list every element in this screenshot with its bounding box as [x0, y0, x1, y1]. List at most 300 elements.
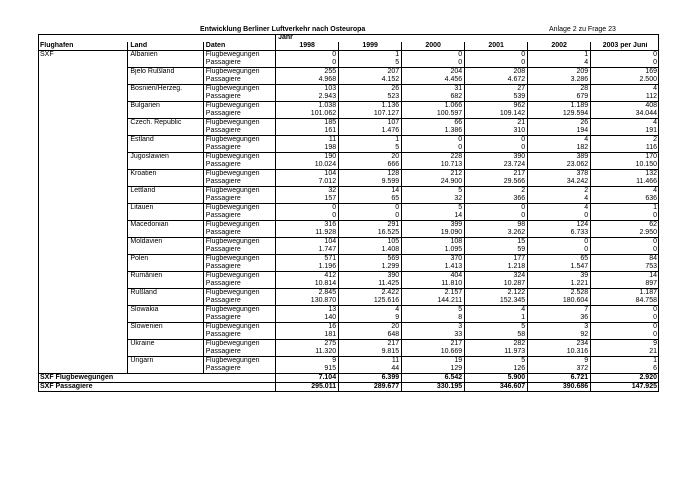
value-cell: 2.157 [402, 289, 465, 298]
table-row [38, 127, 659, 136]
value-cell: 107 [339, 119, 402, 128]
value-cell: 10.814 [276, 280, 339, 289]
value-cell: 2.122 [465, 289, 528, 298]
country-cell [128, 59, 203, 68]
value-cell: 1.066 [402, 102, 465, 111]
air-traffic-table [38, 34, 659, 392]
metric-cell: Passagiere [203, 229, 275, 238]
col-header-flughafen: Flughafen [38, 42, 128, 51]
value-cell: 191 [591, 127, 659, 136]
value-cell: 11 [339, 357, 402, 366]
table-row [38, 110, 659, 119]
value-cell: 4 [528, 59, 591, 68]
value-cell: 124 [528, 221, 591, 230]
value-cell: 34.242 [528, 178, 591, 187]
value-cell: 169 [591, 68, 659, 77]
country-cell [128, 178, 203, 187]
metric-cell: Flugbewegungen [203, 136, 275, 145]
value-cell: 378 [528, 170, 591, 179]
value-cell: 112 [591, 93, 659, 102]
value-cell: 208 [465, 68, 528, 77]
table-row [38, 229, 659, 238]
table-row [38, 280, 659, 289]
value-cell: 915 [276, 365, 339, 374]
airport-cell [38, 93, 128, 102]
value-cell: 255 [276, 68, 339, 77]
value-cell: 0 [591, 238, 659, 247]
table-row [38, 323, 659, 332]
metric-cell: Flugbewegungen [203, 221, 275, 230]
airport-cell [38, 127, 128, 136]
value-cell: 2.422 [339, 289, 402, 298]
value-cell: 44 [339, 365, 402, 374]
value-cell: 1.413 [402, 263, 465, 272]
col-header-daten: Daten [203, 42, 275, 51]
value-cell: 4 [528, 204, 591, 213]
airport-cell [38, 331, 128, 340]
value-cell: 212 [402, 170, 465, 179]
value-cell: 2.500 [591, 76, 659, 85]
country-cell: Macedonian [128, 221, 203, 230]
airport-cell [38, 246, 128, 255]
value-cell: 4.968 [276, 76, 339, 85]
metric-cell: Passagiere [203, 280, 275, 289]
table-row [38, 297, 659, 306]
value-cell: 0 [591, 314, 659, 323]
table-row [38, 306, 659, 315]
value-cell: 125.616 [339, 297, 402, 306]
country-cell: Ukraine [128, 340, 203, 349]
value-cell: 1 [339, 136, 402, 145]
table-row [38, 204, 659, 213]
value-cell: 128 [339, 170, 402, 179]
value-cell: 0 [465, 144, 528, 153]
value-cell: 1.187 [591, 289, 659, 298]
total-row [38, 383, 659, 392]
country-cell [128, 161, 203, 170]
value-cell: 4 [591, 187, 659, 196]
value-cell: 23.724 [465, 161, 528, 170]
value-cell: 36 [528, 314, 591, 323]
value-cell: 0 [591, 59, 659, 68]
metric-cell: Passagiere [203, 246, 275, 255]
value-cell: 104 [276, 170, 339, 179]
value-cell: 10.713 [402, 161, 465, 170]
value-cell: 33 [402, 331, 465, 340]
value-cell: 5 [465, 323, 528, 332]
table-row [38, 59, 659, 68]
value-cell: 1.476 [339, 127, 402, 136]
country-cell: Czech. Republic [128, 119, 203, 128]
value-cell: 9.599 [339, 178, 402, 187]
country-cell: Kroatien [128, 170, 203, 179]
value-cell: 177 [465, 255, 528, 264]
value-cell: 0 [591, 51, 659, 60]
value-cell: 0 [591, 306, 659, 315]
value-cell: 3.286 [528, 76, 591, 85]
metric-cell: Passagiere [203, 110, 275, 119]
value-cell: 11.466 [591, 178, 659, 187]
value-cell: 9.815 [339, 348, 402, 357]
airport-cell [38, 212, 128, 221]
value-cell: 389 [528, 153, 591, 162]
value-cell: 372 [528, 365, 591, 374]
country-cell: Slowakia [128, 306, 203, 315]
table-row [38, 144, 659, 153]
table-row [38, 68, 659, 77]
value-cell: 152.345 [465, 297, 528, 306]
value-cell: 32 [276, 187, 339, 196]
value-cell: 39 [528, 272, 591, 281]
airport-cell [38, 306, 128, 315]
value-cell: 144.211 [402, 297, 465, 306]
table-row [38, 246, 659, 255]
value-cell: 310 [465, 127, 528, 136]
value-cell: 28 [528, 85, 591, 94]
total-value-cell: 346.607 [465, 383, 528, 392]
metric-cell: Passagiere [203, 331, 275, 340]
value-cell: 1.547 [528, 263, 591, 272]
value-cell: 0 [276, 204, 339, 213]
table-row [38, 76, 659, 85]
header-row-columns [38, 42, 659, 51]
table-row [38, 187, 659, 196]
airport-cell [38, 314, 128, 323]
table-row [38, 272, 659, 281]
table-row [38, 93, 659, 102]
value-cell: 2 [528, 187, 591, 196]
value-cell: 0 [276, 51, 339, 60]
value-cell: 190 [276, 153, 339, 162]
value-cell: 2 [465, 187, 528, 196]
airport-cell [38, 153, 128, 162]
country-cell [128, 110, 203, 119]
value-cell: 84 [591, 255, 659, 264]
value-cell: 198 [276, 144, 339, 153]
metric-cell: Flugbewegungen [203, 272, 275, 281]
col-header-year: 1999 [339, 42, 402, 51]
value-cell: 140 [276, 314, 339, 323]
value-cell: 282 [465, 340, 528, 349]
value-cell: 16 [276, 323, 339, 332]
value-cell: 1 [465, 314, 528, 323]
value-cell: 0 [591, 323, 659, 332]
value-cell: 4 [591, 119, 659, 128]
value-cell: 23.062 [528, 161, 591, 170]
airport-cell [38, 323, 128, 332]
table-row [38, 85, 659, 94]
country-cell: Slowenien [128, 323, 203, 332]
table-row [38, 212, 659, 221]
value-cell: 217 [339, 340, 402, 349]
value-cell: 161 [276, 127, 339, 136]
airport-cell [38, 280, 128, 289]
value-cell: 412 [276, 272, 339, 281]
total-value-cell: 6.399 [339, 374, 402, 383]
value-cell: 1.747 [276, 246, 339, 255]
airport-cell [38, 204, 128, 213]
value-cell: 19 [402, 357, 465, 366]
value-cell: 217 [402, 340, 465, 349]
value-cell: 10.150 [591, 161, 659, 170]
country-cell [128, 212, 203, 221]
value-cell: 105 [339, 238, 402, 247]
metric-cell: Flugbewegungen [203, 119, 275, 128]
value-cell: 34.044 [591, 110, 659, 119]
country-cell: Bosnien/Herzeg. [128, 85, 203, 94]
airport-cell [38, 263, 128, 272]
value-cell: 571 [276, 255, 339, 264]
metric-cell: Flugbewegungen [203, 170, 275, 179]
airport-cell [38, 357, 128, 366]
value-cell: 1.408 [339, 246, 402, 255]
airport-cell [38, 144, 128, 153]
value-cell: 5 [402, 204, 465, 213]
value-cell: 104 [276, 238, 339, 247]
value-cell: 157 [276, 195, 339, 204]
airport-cell [38, 272, 128, 281]
value-cell: 65 [339, 195, 402, 204]
metric-cell: Flugbewegungen [203, 187, 275, 196]
value-cell: 13 [276, 306, 339, 315]
total-label: SXF Flugbewegungen [38, 374, 276, 383]
country-cell [128, 348, 203, 357]
country-cell [128, 365, 203, 374]
value-cell: 29.566 [465, 178, 528, 187]
value-cell: 0 [591, 331, 659, 340]
total-value-cell: 6.542 [402, 374, 465, 383]
country-cell [128, 331, 203, 340]
value-cell: 1.095 [402, 246, 465, 255]
value-cell: 4.672 [465, 76, 528, 85]
metric-cell: Passagiere [203, 365, 275, 374]
value-cell: 539 [465, 93, 528, 102]
metric-cell: Flugbewegungen [203, 51, 275, 60]
metric-cell: Flugbewegungen [203, 85, 275, 94]
value-cell: 5 [402, 306, 465, 315]
table-row [38, 102, 659, 111]
airport-cell: SXF [40, 51, 54, 58]
table-row [38, 170, 659, 179]
metric-cell: Passagiere [203, 212, 275, 221]
table-row [38, 348, 659, 357]
value-cell: 15 [465, 238, 528, 247]
value-cell: 1.136 [339, 102, 402, 111]
value-cell: 207 [339, 68, 402, 77]
value-cell: 275 [276, 340, 339, 349]
value-cell: 11.810 [402, 280, 465, 289]
metric-cell: Passagiere [203, 161, 275, 170]
total-row [38, 374, 659, 383]
value-cell: 19.090 [402, 229, 465, 238]
value-cell: 16.525 [339, 229, 402, 238]
value-cell: 390 [465, 153, 528, 162]
metric-cell: Passagiere [203, 348, 275, 357]
col-header-year: 2000 [402, 42, 465, 51]
airport-cell [38, 229, 128, 238]
value-cell: 0 [339, 204, 402, 213]
metric-cell: Passagiere [203, 76, 275, 85]
value-cell: 1 [528, 51, 591, 60]
airport-cell [38, 238, 128, 247]
value-cell: 408 [591, 102, 659, 111]
airport-cell [38, 110, 128, 119]
metric-cell: Passagiere [203, 263, 275, 272]
total-value-cell: 330.195 [402, 383, 465, 392]
metric-cell: Passagiere [203, 93, 275, 102]
country-cell: Estland [128, 136, 203, 145]
header-row-jahr [38, 34, 659, 42]
metric-cell: Flugbewegungen [203, 153, 275, 162]
value-cell: 0 [339, 212, 402, 221]
value-cell: 1 [339, 51, 402, 60]
value-cell: 14 [402, 212, 465, 221]
value-cell: 1.189 [528, 102, 591, 111]
value-cell: 180.604 [528, 297, 591, 306]
value-cell: 103 [276, 85, 339, 94]
total-value-cell: 295.011 [276, 383, 339, 392]
value-cell: 9 [276, 357, 339, 366]
value-cell: 20 [339, 153, 402, 162]
col-header-year: 2002 [528, 42, 591, 51]
country-cell [128, 280, 203, 289]
value-cell: 100.597 [402, 110, 465, 119]
value-cell: 130.870 [276, 297, 339, 306]
col-header-land: Land [128, 42, 203, 51]
table-row [38, 238, 659, 247]
value-cell: 24.900 [402, 178, 465, 187]
total-value-cell: 7.104 [276, 374, 339, 383]
value-cell: 2.943 [276, 93, 339, 102]
col-header-year: 1998 [276, 42, 339, 51]
country-cell [128, 127, 203, 136]
value-cell: 181 [276, 331, 339, 340]
value-cell: 7 [528, 306, 591, 315]
value-cell: 14 [339, 187, 402, 196]
total-value-cell: 2.920 [591, 374, 659, 383]
value-cell: 897 [591, 280, 659, 289]
value-cell: 11.425 [339, 280, 402, 289]
value-cell: 404 [402, 272, 465, 281]
value-cell: 1.218 [465, 263, 528, 272]
value-cell: 108 [402, 238, 465, 247]
airport-cell [38, 102, 128, 111]
airport-cell [38, 85, 128, 94]
value-cell: 182 [528, 144, 591, 153]
value-cell: 1.038 [276, 102, 339, 111]
value-cell: 399 [402, 221, 465, 230]
value-cell: 170 [591, 153, 659, 162]
value-cell: 679 [528, 93, 591, 102]
table-row [38, 51, 659, 60]
value-cell: 3 [528, 323, 591, 332]
value-cell: 129.594 [528, 110, 591, 119]
page-title: Entwicklung Berliner Luftverkehr nach Osteuropa [200, 26, 366, 33]
airport-cell [38, 365, 128, 374]
table-row [38, 178, 659, 187]
value-cell: 5 [465, 357, 528, 366]
airport-cell [38, 221, 128, 230]
value-cell: 11.973 [465, 348, 528, 357]
total-label: SXF Passagiere [38, 383, 276, 392]
value-cell: 11 [276, 136, 339, 145]
value-cell: 59 [465, 246, 528, 255]
value-cell: 569 [339, 255, 402, 264]
value-cell: 1 [591, 204, 659, 213]
value-cell: 11.320 [276, 348, 339, 357]
value-cell: 366 [465, 195, 528, 204]
country-cell: Bjelo Rußland [128, 68, 203, 77]
country-cell [128, 195, 203, 204]
airport-cell [38, 170, 128, 179]
total-value-cell: 390.686 [528, 383, 591, 392]
value-cell: 217 [465, 170, 528, 179]
airport-cell [38, 187, 128, 196]
country-cell: Albanien [128, 51, 203, 60]
country-cell [128, 246, 203, 255]
value-cell: 84.758 [591, 297, 659, 306]
value-cell: 1.196 [276, 263, 339, 272]
value-cell: 109.142 [465, 110, 528, 119]
table-row [38, 365, 659, 374]
value-cell: 1 [591, 357, 659, 366]
value-cell: 32 [402, 195, 465, 204]
value-cell: 4.456 [402, 76, 465, 85]
value-cell: 107.127 [339, 110, 402, 119]
value-cell: 98 [465, 221, 528, 230]
value-cell: 9 [339, 314, 402, 323]
table-row [38, 153, 659, 162]
metric-cell: Passagiere [203, 127, 275, 136]
value-cell: 9 [591, 340, 659, 349]
metric-cell: Passagiere [203, 59, 275, 68]
metric-cell: Flugbewegungen [203, 102, 275, 111]
table-row [38, 221, 659, 230]
value-cell: 370 [402, 255, 465, 264]
value-cell: 3 [402, 323, 465, 332]
value-cell: 0 [276, 212, 339, 221]
value-cell: 0 [402, 59, 465, 68]
country-cell: Ungarn [128, 357, 203, 366]
metric-cell: Passagiere [203, 297, 275, 306]
country-cell [128, 229, 203, 238]
table-row [38, 357, 659, 366]
value-cell: 62 [591, 221, 659, 230]
col-header-year: 2001 [465, 42, 528, 51]
metric-cell: Flugbewegungen [203, 306, 275, 315]
value-cell: 7.012 [276, 178, 339, 187]
country-cell [128, 76, 203, 85]
value-cell: 2.950 [591, 229, 659, 238]
value-cell: 523 [339, 93, 402, 102]
country-cell: Rußland [128, 289, 203, 298]
value-cell: 0 [402, 51, 465, 60]
value-cell: 65 [528, 255, 591, 264]
data-table-container [38, 34, 659, 392]
metric-cell: Flugbewegungen [203, 323, 275, 332]
airport-cell [38, 59, 128, 68]
table-row [38, 255, 659, 264]
value-cell: 1.221 [528, 280, 591, 289]
airport-cell [38, 195, 128, 204]
country-cell [128, 314, 203, 323]
metric-cell: Flugbewegungen [203, 340, 275, 349]
value-cell: 209 [528, 68, 591, 77]
airport-cell [38, 255, 128, 264]
value-cell: 3.262 [465, 229, 528, 238]
country-cell: Lettland [128, 187, 203, 196]
value-cell: 129 [402, 365, 465, 374]
